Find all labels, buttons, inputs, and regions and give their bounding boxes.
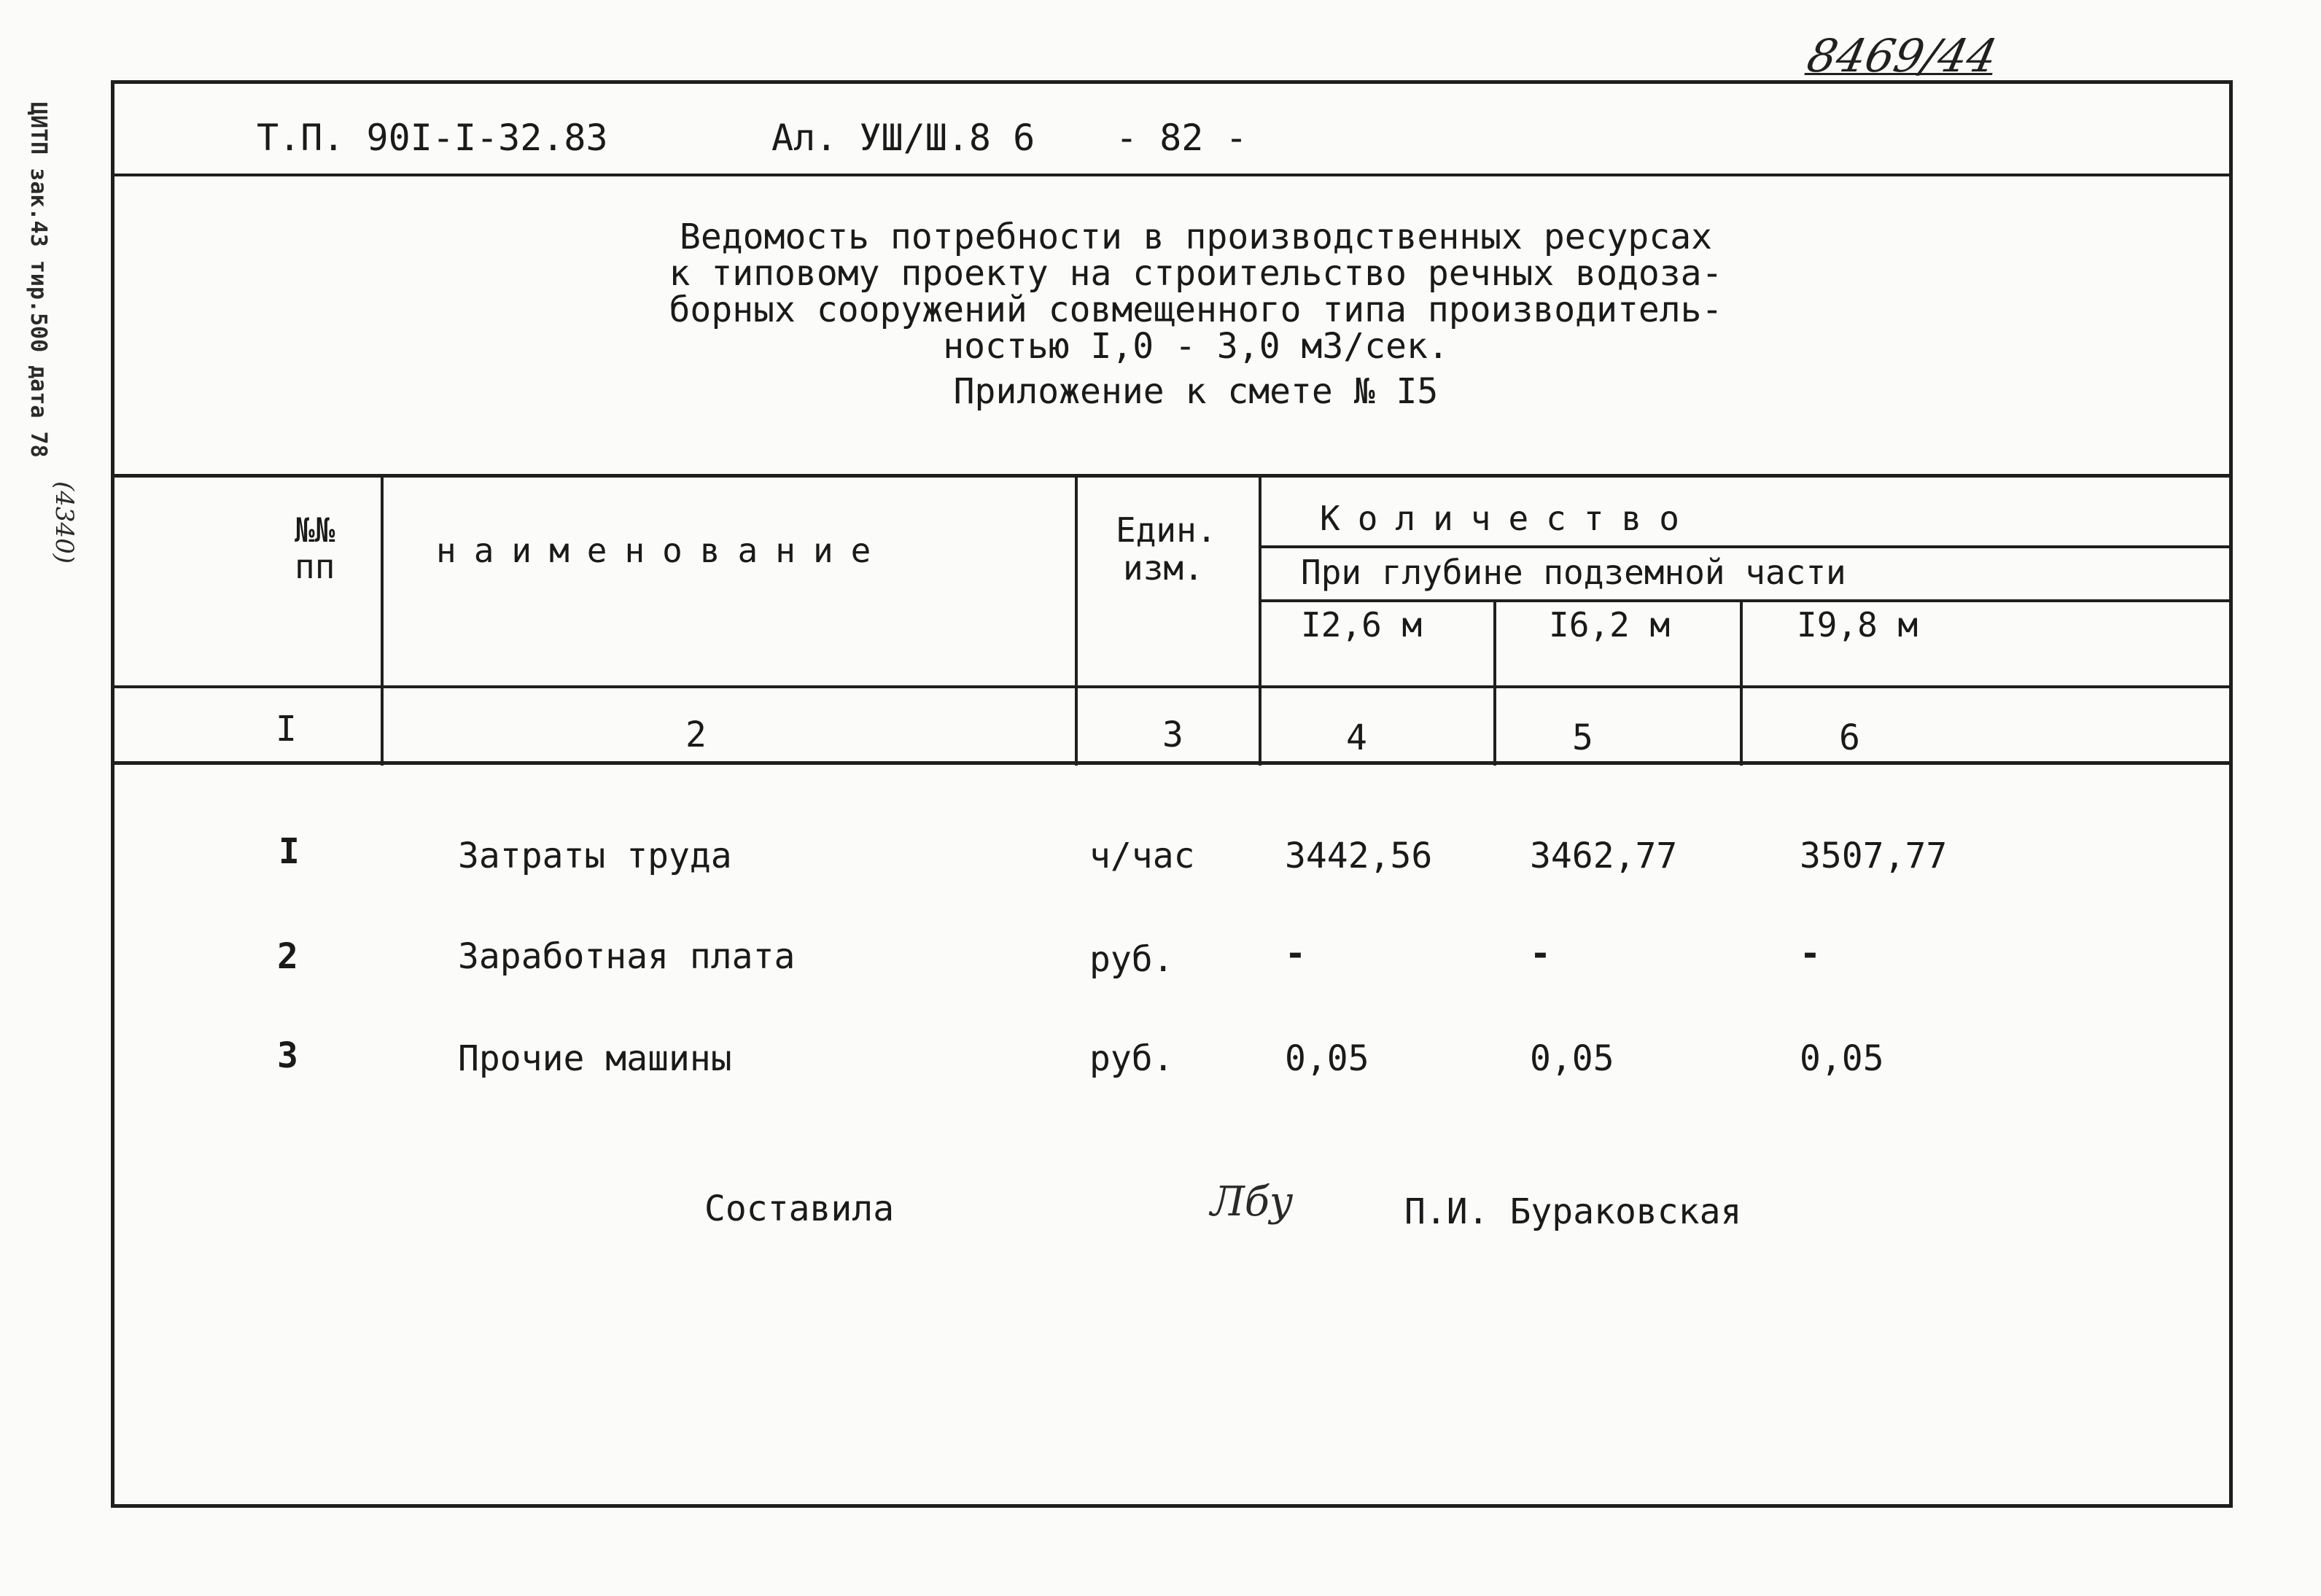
compiler-name: П.И. Бураковская — [1404, 1191, 1742, 1232]
column-number: I — [276, 709, 297, 750]
depth-value-1: I2,6 м — [1301, 605, 1423, 645]
table-row-1-value-3: 3507,77 — [1800, 836, 1948, 876]
depth-value-3: I9,8 м — [1797, 605, 1918, 645]
compiled-label: Составила — [704, 1188, 895, 1229]
table-row-2-value-3: - — [1800, 933, 1821, 974]
column-number: 6 — [1839, 717, 1860, 758]
handwritten-document-number: 8469/44 — [1803, 29, 2002, 82]
table-top-border — [111, 474, 2233, 478]
column-number: 3 — [1162, 715, 1183, 755]
col-divider-4 — [1493, 599, 1496, 766]
title-line-2: к типовому проекту на строительство речных водоза- — [669, 253, 1723, 294]
table-row-2-value-2: - — [1530, 933, 1551, 974]
page-number: - 82 - — [1116, 117, 1248, 159]
margin-stamp-handwritten: (4340) — [50, 481, 79, 564]
table-row-3-unit: руб. — [1089, 1038, 1174, 1079]
depth-label: При глубине подземной части — [1301, 553, 1846, 592]
depth-divider — [1259, 599, 2233, 602]
margin-stamp-text: ЦИТП зак.43 тир.500 дата 78 — [26, 102, 51, 458]
column-number: 2 — [685, 715, 707, 755]
table-row-2-num: 2 — [277, 936, 298, 977]
column-number: 5 — [1572, 717, 1593, 758]
table-row-3-value-1: 0,05 — [1285, 1038, 1369, 1079]
header-divider — [111, 174, 2233, 176]
col-unit-label-2: изм. — [1123, 548, 1204, 588]
col-name-label: наименование — [436, 531, 889, 570]
title-line-1: Ведомость потребности в производственных ресурсах — [679, 217, 1713, 257]
table-row-3-value-3: 0,05 — [1800, 1038, 1884, 1079]
table-row-1-value-2: 3462,77 — [1530, 836, 1678, 876]
col-divider-3 — [1259, 474, 1261, 766]
table-row-3-value-2: 0,05 — [1530, 1038, 1614, 1079]
table-row-2-value-1: - — [1285, 933, 1306, 974]
col-unit-label: Един. — [1116, 510, 1217, 550]
table-row-3-num: 3 — [277, 1035, 298, 1076]
col-divider-5 — [1740, 599, 1743, 766]
table-row-2-unit: руб. — [1089, 939, 1174, 980]
table-row-1-unit: ч/час — [1089, 836, 1195, 876]
depth-value-2: I6,2 м — [1549, 605, 1671, 645]
title-line-4: ностью I,0 - 3,0 м3/сек. — [943, 326, 1449, 367]
col-divider-1 — [381, 474, 384, 766]
appendix-label: Приложение к смете № I5 — [953, 371, 1439, 412]
document-title — [467, 219, 1925, 410]
header-bottom-border — [111, 685, 2233, 688]
table-row-1-value-1: 3442,56 — [1285, 836, 1433, 876]
quantity-divider — [1259, 545, 2233, 548]
col-divider-2 — [1075, 474, 1078, 766]
project-code: Т.П. 90I-I-32.83 — [257, 117, 608, 159]
signature: Лбу — [1210, 1178, 1294, 1226]
column-numbers-bottom-border — [111, 761, 2233, 765]
column-number: 4 — [1346, 717, 1367, 758]
table-row-1-name: Затраты труда — [458, 836, 732, 876]
quantity-label: Количество — [1320, 499, 1697, 538]
col-num-label-2: пп — [295, 547, 335, 586]
title-line-3: борных сооружений совмещенного типа производитель- — [669, 289, 1723, 330]
table-row-3-name: Прочие машины — [458, 1038, 732, 1079]
album-code: Ал. УШ/Ш.8 6 — [771, 117, 1035, 159]
table-row-2-name: Заработная плата — [458, 936, 796, 977]
col-num-label: №№ — [295, 510, 335, 550]
table-row-1-num: I — [279, 831, 300, 872]
margin-stamp — [22, 102, 80, 612]
